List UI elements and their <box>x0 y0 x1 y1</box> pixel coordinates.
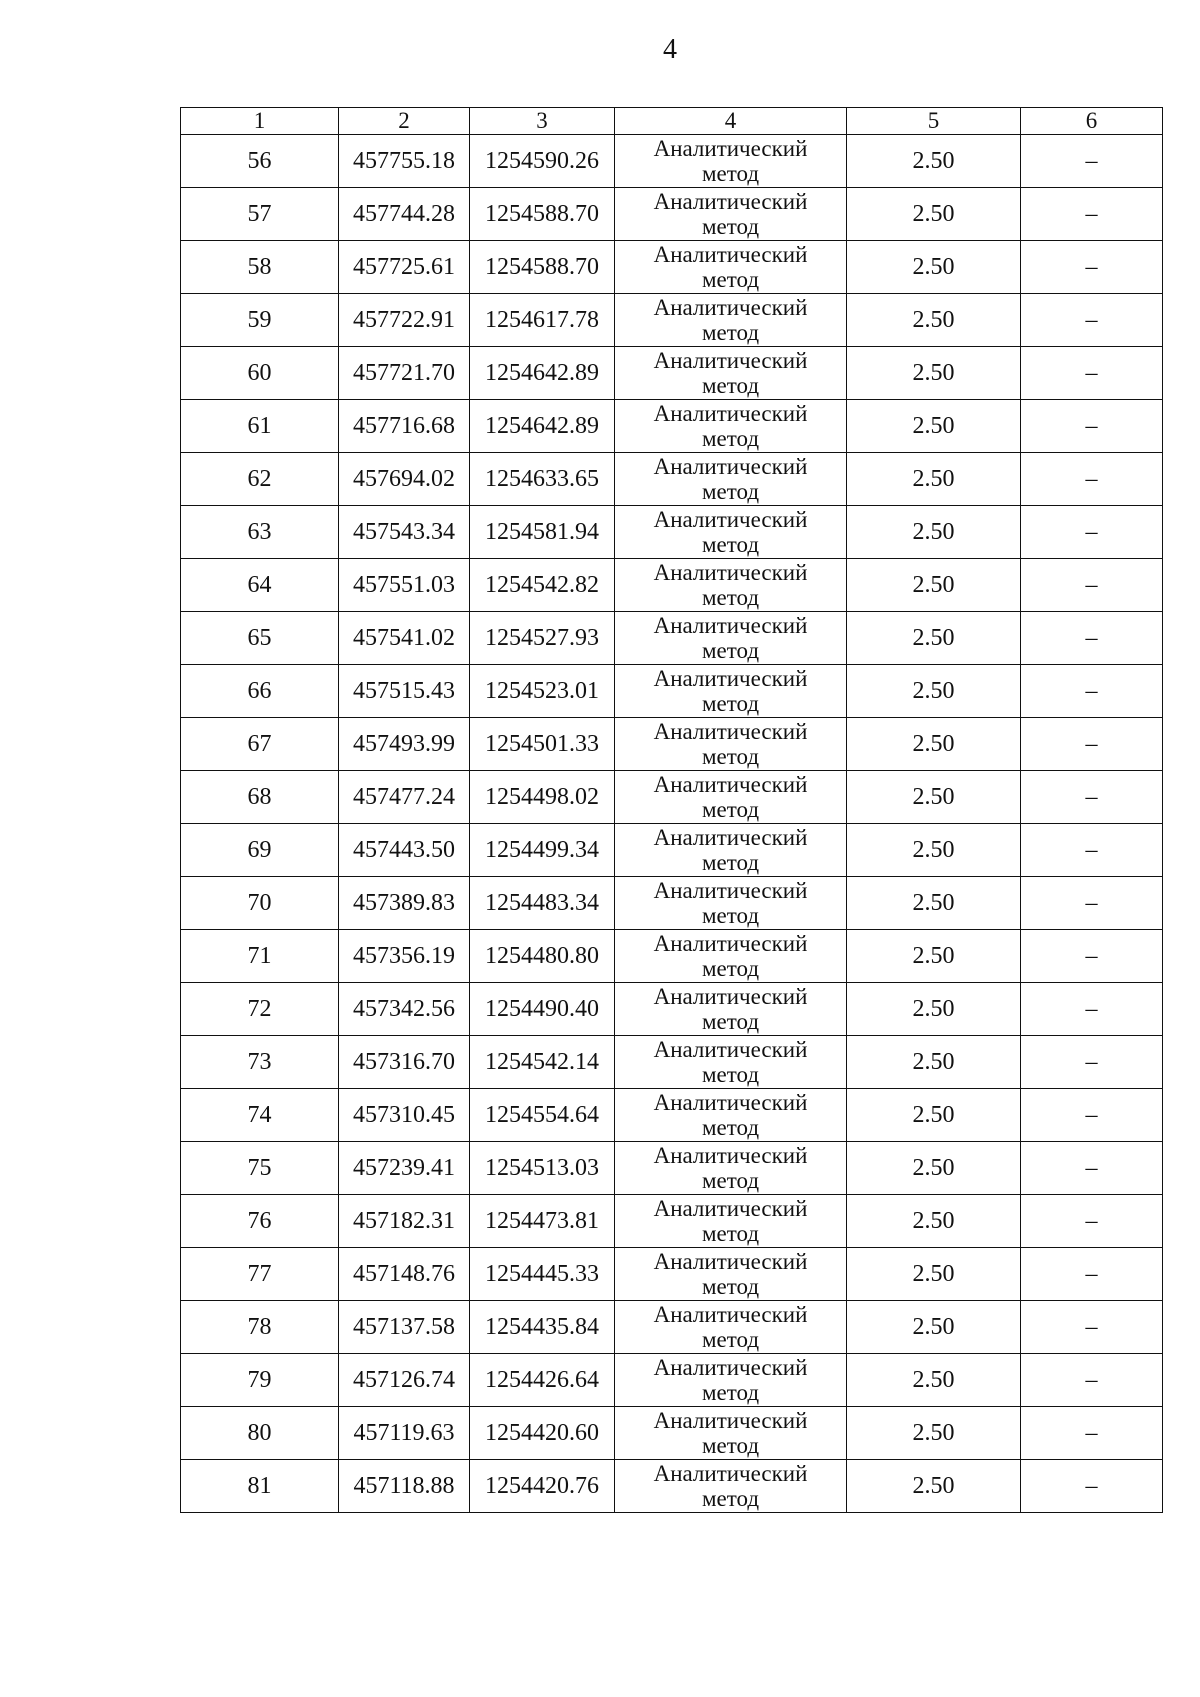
method-line-2: метод <box>701 1274 760 1299</box>
method-line-1: Аналитический <box>653 1249 808 1274</box>
method-line-1: Аналитический <box>653 1461 808 1486</box>
table-body <box>181 135 1163 1513</box>
note-cell: – <box>1021 400 1163 453</box>
point-number-cell: 76 <box>181 1195 339 1248</box>
table-row <box>181 612 1163 665</box>
note-cell: – <box>1021 1460 1163 1513</box>
x-coordinate-cell: 457239.41 <box>339 1142 470 1195</box>
method-line-2: метод <box>701 744 760 769</box>
method-line-1: Аналитический <box>653 1196 808 1221</box>
method-cell <box>615 188 847 241</box>
accuracy-cell: 2.50 <box>847 453 1021 506</box>
x-coordinate-cell: 457716.68 <box>339 400 470 453</box>
point-number-cell: 67 <box>181 718 339 771</box>
table-row <box>181 665 1163 718</box>
y-coordinate-cell: 1254473.81 <box>470 1195 615 1248</box>
accuracy-cell: 2.50 <box>847 983 1021 1036</box>
point-number-cell: 70 <box>181 877 339 930</box>
accuracy-cell: 2.50 <box>847 877 1021 930</box>
note-cell: – <box>1021 930 1163 983</box>
method-cell <box>615 135 847 188</box>
header-col-1: 1 <box>181 108 339 135</box>
method-line-1: Аналитический <box>653 136 808 161</box>
table-row <box>181 1142 1163 1195</box>
accuracy-cell: 2.50 <box>847 1407 1021 1460</box>
accuracy-cell: 2.50 <box>847 188 1021 241</box>
method-line-2: метод <box>701 1115 760 1140</box>
accuracy-cell: 2.50 <box>847 1089 1021 1142</box>
y-coordinate-cell: 1254617.78 <box>470 294 615 347</box>
header-col-3: 3 <box>470 108 615 135</box>
table-row <box>181 930 1163 983</box>
note-cell: – <box>1021 771 1163 824</box>
note-cell: – <box>1021 188 1163 241</box>
note-cell: – <box>1021 1036 1163 1089</box>
point-number-cell: 66 <box>181 665 339 718</box>
point-number-cell: 75 <box>181 1142 339 1195</box>
method-line-1: Аналитический <box>653 454 808 479</box>
accuracy-cell: 2.50 <box>847 1301 1021 1354</box>
note-cell: – <box>1021 612 1163 665</box>
accuracy-cell: 2.50 <box>847 135 1021 188</box>
accuracy-cell: 2.50 <box>847 559 1021 612</box>
x-coordinate-cell: 457744.28 <box>339 188 470 241</box>
method-cell <box>615 1036 847 1089</box>
method-line-2: метод <box>701 638 760 663</box>
note-cell: – <box>1021 1248 1163 1301</box>
method-line-1: Аналитический <box>653 878 808 903</box>
y-coordinate-cell: 1254581.94 <box>470 506 615 559</box>
method-line-2: метод <box>701 1062 760 1087</box>
header-row <box>181 108 1163 135</box>
method-cell <box>615 1354 847 1407</box>
x-coordinate-cell: 457543.34 <box>339 506 470 559</box>
note-cell: – <box>1021 135 1163 188</box>
accuracy-cell: 2.50 <box>847 1195 1021 1248</box>
accuracy-cell: 2.50 <box>847 1354 1021 1407</box>
accuracy-cell: 2.50 <box>847 1142 1021 1195</box>
accuracy-cell: 2.50 <box>847 1248 1021 1301</box>
table-row <box>181 347 1163 400</box>
table-row <box>181 1195 1163 1248</box>
method-cell <box>615 1142 847 1195</box>
table-row <box>181 135 1163 188</box>
method-line-1: Аналитический <box>653 560 808 585</box>
method-cell <box>615 877 847 930</box>
table-row <box>181 1460 1163 1513</box>
method-cell <box>615 1195 847 1248</box>
header-col-5: 5 <box>847 108 1021 135</box>
point-number-cell: 72 <box>181 983 339 1036</box>
coordinates-table <box>180 107 1163 1513</box>
method-line-2: метод <box>701 1327 760 1352</box>
method-cell <box>615 983 847 1036</box>
point-number-cell: 65 <box>181 612 339 665</box>
point-number-cell: 63 <box>181 506 339 559</box>
method-line-1: Аналитический <box>653 507 808 532</box>
method-line-1: Аналитический <box>653 1355 808 1380</box>
note-cell: – <box>1021 1089 1163 1142</box>
point-number-cell: 74 <box>181 1089 339 1142</box>
y-coordinate-cell: 1254642.89 <box>470 400 615 453</box>
y-coordinate-cell: 1254554.64 <box>470 1089 615 1142</box>
method-line-1: Аналитический <box>653 772 808 797</box>
accuracy-cell: 2.50 <box>847 347 1021 400</box>
method-line-1: Аналитический <box>653 666 808 691</box>
y-coordinate-cell: 1254420.76 <box>470 1460 615 1513</box>
y-coordinate-cell: 1254445.33 <box>470 1248 615 1301</box>
x-coordinate-cell: 457389.83 <box>339 877 470 930</box>
method-line-1: Аналитический <box>653 984 808 1009</box>
method-cell <box>615 453 847 506</box>
method-cell <box>615 771 847 824</box>
method-line-2: метод <box>701 585 760 610</box>
method-cell <box>615 930 847 983</box>
method-line-2: метод <box>701 373 760 398</box>
method-line-1: Аналитический <box>653 1302 808 1327</box>
y-coordinate-cell: 1254527.93 <box>470 612 615 665</box>
y-coordinate-cell: 1254501.33 <box>470 718 615 771</box>
table-row <box>181 1089 1163 1142</box>
accuracy-cell: 2.50 <box>847 400 1021 453</box>
point-number-cell: 73 <box>181 1036 339 1089</box>
point-number-cell: 78 <box>181 1301 339 1354</box>
point-number-cell: 77 <box>181 1248 339 1301</box>
accuracy-cell: 2.50 <box>847 506 1021 559</box>
accuracy-cell: 2.50 <box>847 718 1021 771</box>
note-cell: – <box>1021 347 1163 400</box>
accuracy-cell: 2.50 <box>847 241 1021 294</box>
note-cell: – <box>1021 665 1163 718</box>
table-row <box>181 506 1163 559</box>
x-coordinate-cell: 457148.76 <box>339 1248 470 1301</box>
accuracy-cell: 2.50 <box>847 612 1021 665</box>
point-number-cell: 79 <box>181 1354 339 1407</box>
method-line-1: Аналитический <box>653 189 808 214</box>
method-line-2: метод <box>701 320 760 345</box>
method-line-2: метод <box>701 426 760 451</box>
table-row <box>181 294 1163 347</box>
note-cell: – <box>1021 453 1163 506</box>
method-cell <box>615 241 847 294</box>
x-coordinate-cell: 457541.02 <box>339 612 470 665</box>
note-cell: – <box>1021 1407 1163 1460</box>
y-coordinate-cell: 1254499.34 <box>470 824 615 877</box>
note-cell: – <box>1021 718 1163 771</box>
point-number-cell: 60 <box>181 347 339 400</box>
method-line-1: Аналитический <box>653 825 808 850</box>
point-number-cell: 61 <box>181 400 339 453</box>
method-cell <box>615 347 847 400</box>
point-number-cell: 64 <box>181 559 339 612</box>
method-cell <box>615 400 847 453</box>
y-coordinate-cell: 1254498.02 <box>470 771 615 824</box>
method-line-2: метод <box>701 850 760 875</box>
method-line-2: метод <box>701 161 760 186</box>
method-line-1: Аналитический <box>653 401 808 426</box>
table-row <box>181 188 1163 241</box>
method-cell <box>615 1407 847 1460</box>
method-cell <box>615 665 847 718</box>
method-line-2: метод <box>701 797 760 822</box>
accuracy-cell: 2.50 <box>847 824 1021 877</box>
x-coordinate-cell: 457182.31 <box>339 1195 470 1248</box>
method-cell <box>615 824 847 877</box>
method-line-2: метод <box>701 1009 760 1034</box>
method-line-1: Аналитический <box>653 295 808 320</box>
x-coordinate-cell: 457310.45 <box>339 1089 470 1142</box>
table-header <box>181 108 1163 135</box>
method-line-2: метод <box>701 214 760 239</box>
y-coordinate-cell: 1254483.34 <box>470 877 615 930</box>
method-line-1: Аналитический <box>653 1037 808 1062</box>
method-line-1: Аналитический <box>653 1408 808 1433</box>
x-coordinate-cell: 457316.70 <box>339 1036 470 1089</box>
note-cell: – <box>1021 1142 1163 1195</box>
y-coordinate-cell: 1254588.70 <box>470 241 615 294</box>
point-number-cell: 56 <box>181 135 339 188</box>
method-line-2: метод <box>701 1486 760 1511</box>
y-coordinate-cell: 1254523.01 <box>470 665 615 718</box>
x-coordinate-cell: 457515.43 <box>339 665 470 718</box>
y-coordinate-cell: 1254435.84 <box>470 1301 615 1354</box>
accuracy-cell: 2.50 <box>847 1460 1021 1513</box>
method-line-1: Аналитический <box>653 613 808 638</box>
table-row <box>181 824 1163 877</box>
x-coordinate-cell: 457119.63 <box>339 1407 470 1460</box>
table-row <box>181 1407 1163 1460</box>
note-cell: – <box>1021 294 1163 347</box>
method-cell <box>615 718 847 771</box>
note-cell: – <box>1021 983 1163 1036</box>
method-cell <box>615 559 847 612</box>
method-line-1: Аналитический <box>653 1090 808 1115</box>
x-coordinate-cell: 457342.56 <box>339 983 470 1036</box>
method-line-2: метод <box>701 691 760 716</box>
x-coordinate-cell: 457721.70 <box>339 347 470 400</box>
note-cell: – <box>1021 1195 1163 1248</box>
table-row <box>181 983 1163 1036</box>
note-cell: – <box>1021 506 1163 559</box>
y-coordinate-cell: 1254542.14 <box>470 1036 615 1089</box>
x-coordinate-cell: 457694.02 <box>339 453 470 506</box>
table-row <box>181 400 1163 453</box>
y-coordinate-cell: 1254542.82 <box>470 559 615 612</box>
table-row <box>181 1301 1163 1354</box>
accuracy-cell: 2.50 <box>847 665 1021 718</box>
x-coordinate-cell: 457477.24 <box>339 771 470 824</box>
note-cell: – <box>1021 1354 1163 1407</box>
method-cell <box>615 1301 847 1354</box>
x-coordinate-cell: 457118.88 <box>339 1460 470 1513</box>
header-col-6: 6 <box>1021 108 1163 135</box>
point-number-cell: 80 <box>181 1407 339 1460</box>
table-row <box>181 1248 1163 1301</box>
table-row <box>181 1354 1163 1407</box>
x-coordinate-cell: 457551.03 <box>339 559 470 612</box>
method-line-2: метод <box>701 956 760 981</box>
point-number-cell: 68 <box>181 771 339 824</box>
x-coordinate-cell: 457126.74 <box>339 1354 470 1407</box>
table-row <box>181 559 1163 612</box>
table-row <box>181 241 1163 294</box>
accuracy-cell: 2.50 <box>847 771 1021 824</box>
header-col-4: 4 <box>615 108 847 135</box>
method-line-1: Аналитический <box>653 719 808 744</box>
note-cell: – <box>1021 241 1163 294</box>
method-cell <box>615 612 847 665</box>
method-line-2: метод <box>701 1168 760 1193</box>
method-cell <box>615 294 847 347</box>
y-coordinate-cell: 1254490.40 <box>470 983 615 1036</box>
method-line-2: метод <box>701 903 760 928</box>
point-number-cell: 81 <box>181 1460 339 1513</box>
x-coordinate-cell: 457137.58 <box>339 1301 470 1354</box>
note-cell: – <box>1021 824 1163 877</box>
point-number-cell: 62 <box>181 453 339 506</box>
method-cell <box>615 1248 847 1301</box>
accuracy-cell: 2.50 <box>847 294 1021 347</box>
method-line-2: метод <box>701 1380 760 1405</box>
accuracy-cell: 2.50 <box>847 930 1021 983</box>
method-line-1: Аналитический <box>653 242 808 267</box>
x-coordinate-cell: 457755.18 <box>339 135 470 188</box>
x-coordinate-cell: 457722.91 <box>339 294 470 347</box>
table-row <box>181 877 1163 930</box>
page-number: 4 <box>663 34 677 65</box>
note-cell: – <box>1021 559 1163 612</box>
method-line-1: Аналитический <box>653 348 808 373</box>
x-coordinate-cell: 457443.50 <box>339 824 470 877</box>
x-coordinate-cell: 457725.61 <box>339 241 470 294</box>
header-col-2: 2 <box>339 108 470 135</box>
y-coordinate-cell: 1254588.70 <box>470 188 615 241</box>
y-coordinate-cell: 1254590.26 <box>470 135 615 188</box>
point-number-cell: 69 <box>181 824 339 877</box>
table-row <box>181 1036 1163 1089</box>
point-number-cell: 71 <box>181 930 339 983</box>
y-coordinate-cell: 1254633.65 <box>470 453 615 506</box>
note-cell: – <box>1021 1301 1163 1354</box>
y-coordinate-cell: 1254420.60 <box>470 1407 615 1460</box>
table-row <box>181 718 1163 771</box>
y-coordinate-cell: 1254642.89 <box>470 347 615 400</box>
accuracy-cell: 2.50 <box>847 1036 1021 1089</box>
table-row <box>181 771 1163 824</box>
x-coordinate-cell: 457356.19 <box>339 930 470 983</box>
point-number-cell: 57 <box>181 188 339 241</box>
method-line-1: Аналитический <box>653 1143 808 1168</box>
method-cell <box>615 1089 847 1142</box>
method-cell <box>615 506 847 559</box>
point-number-cell: 58 <box>181 241 339 294</box>
method-line-1: Аналитический <box>653 931 808 956</box>
y-coordinate-cell: 1254513.03 <box>470 1142 615 1195</box>
method-line-2: метод <box>701 1221 760 1246</box>
note-cell: – <box>1021 877 1163 930</box>
method-line-2: метод <box>701 267 760 292</box>
table-row <box>181 453 1163 506</box>
y-coordinate-cell: 1254480.80 <box>470 930 615 983</box>
method-line-2: метод <box>701 479 760 504</box>
x-coordinate-cell: 457493.99 <box>339 718 470 771</box>
point-number-cell: 59 <box>181 294 339 347</box>
method-line-2: метод <box>701 1433 760 1458</box>
y-coordinate-cell: 1254426.64 <box>470 1354 615 1407</box>
method-cell <box>615 1460 847 1513</box>
method-line-2: метод <box>701 532 760 557</box>
